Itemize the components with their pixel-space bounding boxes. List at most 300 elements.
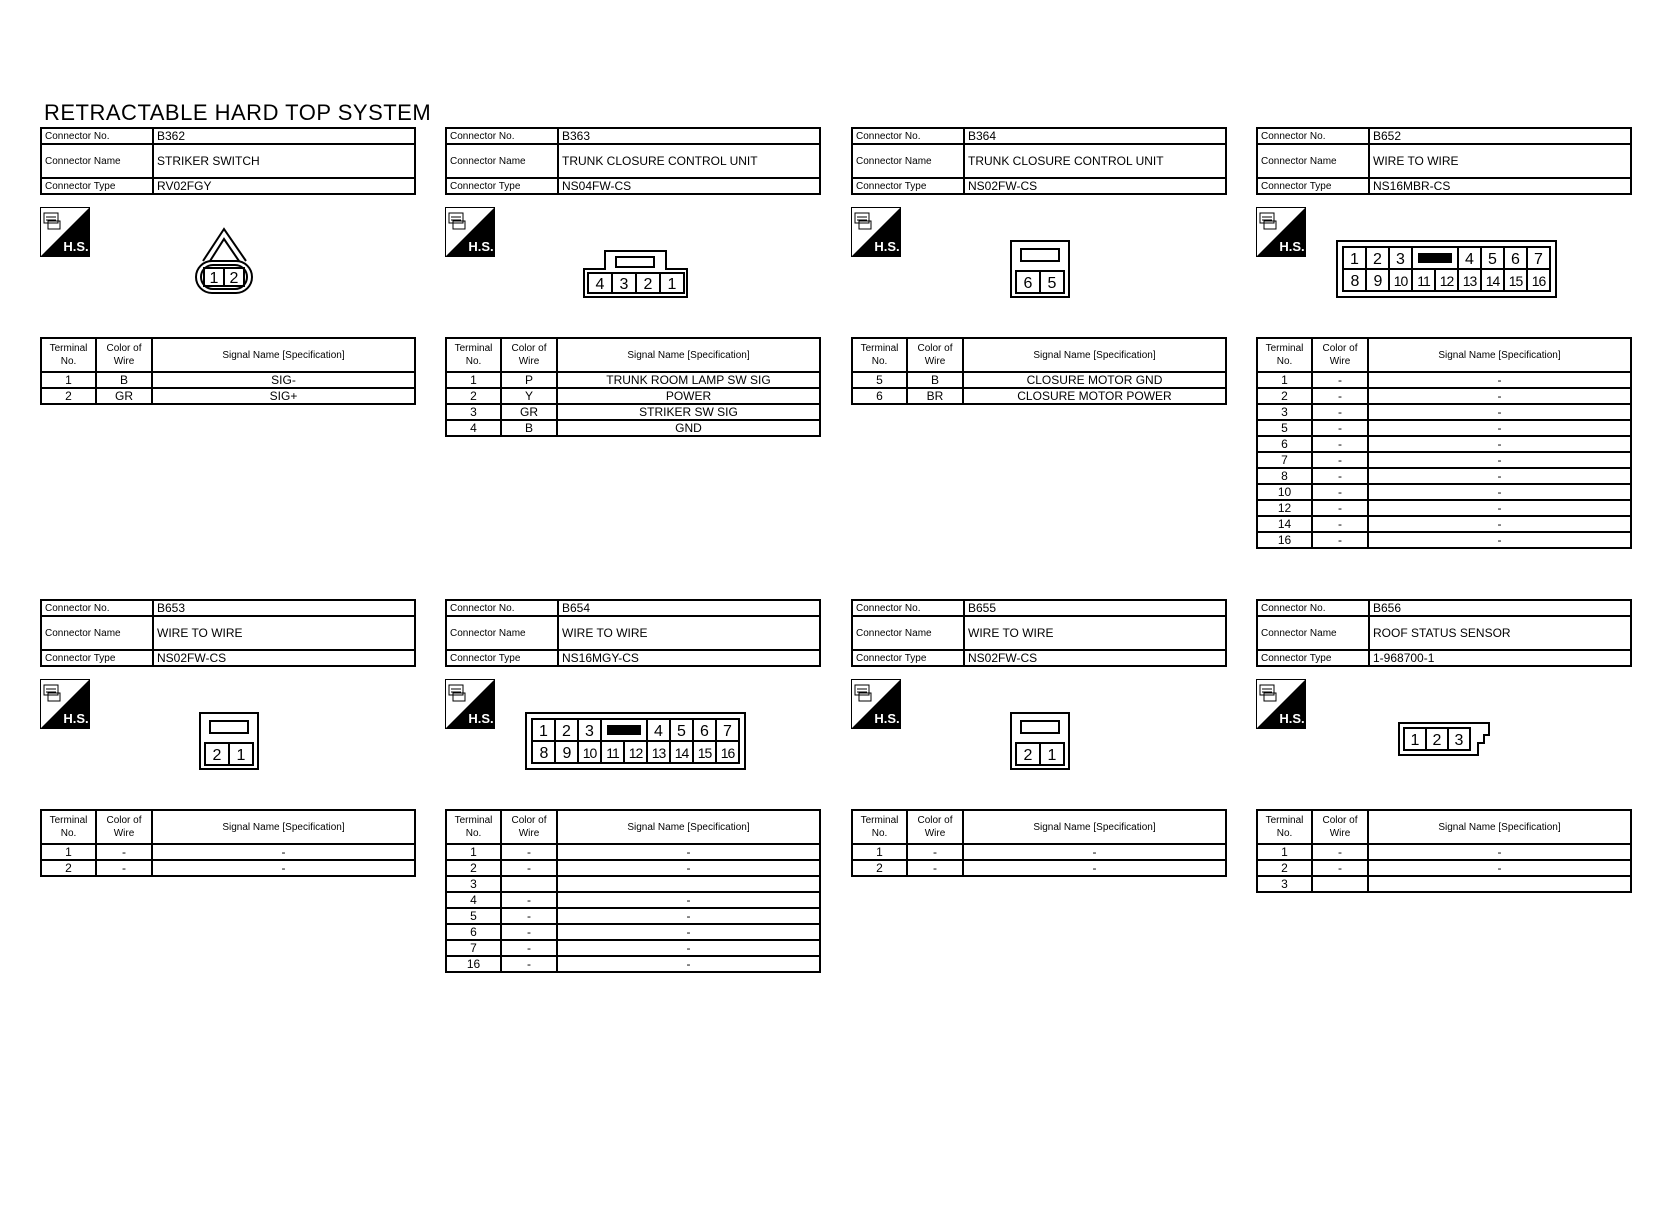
signal-header: Signal Name [Specification] bbox=[1368, 338, 1631, 372]
terminal-cell: 3 bbox=[446, 876, 501, 892]
color-cell: - bbox=[907, 844, 963, 860]
terminal-cell: 8 bbox=[1257, 468, 1312, 484]
header-text: Wire bbox=[924, 828, 946, 839]
header-text: No. bbox=[1276, 356, 1293, 367]
signal-cell: POWER bbox=[557, 388, 820, 404]
signal-cell: - bbox=[557, 956, 820, 972]
signal-cell: - bbox=[963, 860, 1226, 876]
signal-cell: - bbox=[1368, 532, 1631, 548]
color-header bbox=[1312, 810, 1368, 844]
signal-header: Signal Name [Specification] bbox=[963, 810, 1226, 844]
header-text: Color of bbox=[917, 343, 953, 354]
connector-type-label: Connector Type bbox=[41, 178, 153, 194]
signal-header: Signal Name [Specification] bbox=[1368, 810, 1631, 844]
terminal-table bbox=[1256, 337, 1632, 549]
terminal-cell: 12 bbox=[1257, 500, 1312, 516]
signal-cell: - bbox=[1368, 372, 1631, 388]
connector-no-value: B655 bbox=[964, 600, 1226, 616]
signal-cell: - bbox=[1368, 404, 1631, 420]
connector-b362 bbox=[40, 127, 416, 403]
hs-label: H.S. bbox=[63, 239, 89, 254]
table-row bbox=[446, 924, 820, 940]
signal-cell: - bbox=[1368, 844, 1631, 860]
pin-label: 5 bbox=[677, 723, 686, 740]
signal-cell: SIG+ bbox=[152, 388, 415, 404]
pin-label: 9 bbox=[1373, 273, 1382, 290]
color-cell: BR bbox=[907, 388, 963, 404]
color-cell: - bbox=[1312, 420, 1368, 436]
color-cell: - bbox=[501, 892, 557, 908]
signal-cell: - bbox=[557, 892, 820, 908]
connector-info-table bbox=[1256, 127, 1632, 195]
terminal-cell: 1 bbox=[852, 844, 907, 860]
pin-label: 16 bbox=[720, 745, 735, 761]
connector-name-label: Connector Name bbox=[852, 144, 964, 178]
connector-type-label: Connector Type bbox=[41, 650, 153, 666]
pin-label: 1 bbox=[209, 270, 219, 287]
color-cell: - bbox=[907, 860, 963, 876]
hs-label: H.S. bbox=[468, 711, 494, 726]
pin-label: 3 bbox=[1454, 732, 1464, 749]
terminal-cell: 2 bbox=[1257, 388, 1312, 404]
terminal-cell: 2 bbox=[852, 860, 907, 876]
table-row bbox=[1257, 844, 1631, 860]
connector-name-value: ROOF STATUS SENSOR bbox=[1369, 616, 1631, 650]
table-row bbox=[446, 876, 820, 892]
pin-label: 14 bbox=[674, 745, 689, 761]
connector-no-label: Connector No. bbox=[852, 128, 964, 144]
signal-cell bbox=[1368, 876, 1631, 892]
pin-label: 3 bbox=[585, 723, 594, 740]
table-row bbox=[852, 372, 1226, 388]
signal-cell: - bbox=[557, 860, 820, 876]
terminal-cell: 5 bbox=[1257, 420, 1312, 436]
hs-label: H.S. bbox=[1279, 711, 1305, 726]
connector-name-label: Connector Name bbox=[446, 144, 558, 178]
color-cell: B bbox=[907, 372, 963, 388]
color-cell: - bbox=[1312, 484, 1368, 500]
terminal-cell: 2 bbox=[446, 388, 501, 404]
header-text: Wire bbox=[518, 828, 540, 839]
color-cell: - bbox=[501, 908, 557, 924]
hs-label: H.S. bbox=[1279, 239, 1305, 254]
pin-label: 5 bbox=[1488, 251, 1497, 268]
table-row bbox=[1257, 452, 1631, 468]
pin-label: 16 bbox=[1531, 273, 1546, 289]
header-text: Terminal bbox=[454, 815, 493, 826]
signal-header: Signal Name [Specification] bbox=[152, 810, 415, 844]
terminal-cell: 7 bbox=[446, 940, 501, 956]
table-row bbox=[1257, 860, 1631, 876]
header-text: Wire bbox=[924, 356, 946, 367]
terminal-cell: 4 bbox=[446, 420, 501, 436]
color-header bbox=[96, 810, 152, 844]
color-cell: - bbox=[1312, 516, 1368, 532]
terminal-cell: 2 bbox=[446, 860, 501, 876]
header-text: Terminal bbox=[1265, 343, 1304, 354]
connector-name-label: Connector Name bbox=[1257, 616, 1369, 650]
color-cell: - bbox=[1312, 844, 1368, 860]
connector-name-label: Connector Name bbox=[446, 616, 558, 650]
connector-name-value: TRUNK CLOSURE CONTROL UNIT bbox=[558, 144, 820, 178]
terminal-table bbox=[40, 337, 416, 405]
pin-label: 11 bbox=[1417, 273, 1430, 289]
connector-type-label: Connector Type bbox=[852, 650, 964, 666]
connector-info-table bbox=[40, 127, 416, 195]
connector-face-diagram bbox=[851, 679, 1227, 799]
signal-cell: - bbox=[1368, 500, 1631, 516]
table-row bbox=[1257, 500, 1631, 516]
connector-name-value: STRIKER SWITCH bbox=[153, 144, 415, 178]
color-header bbox=[96, 338, 152, 372]
table-row bbox=[446, 940, 820, 956]
terminal-cell: 16 bbox=[446, 956, 501, 972]
terminal-cell: 1 bbox=[41, 844, 96, 860]
connector-type-value: 1-968700-1 bbox=[1369, 650, 1631, 666]
connector-type-label: Connector Type bbox=[1257, 650, 1369, 666]
terminal-no-header bbox=[852, 810, 907, 844]
table-row bbox=[446, 844, 820, 860]
pin-label: 3 bbox=[619, 276, 629, 293]
header-text: Terminal bbox=[860, 343, 899, 354]
connector-name-label: Connector Name bbox=[852, 616, 964, 650]
color-cell: B bbox=[96, 372, 152, 388]
table-row bbox=[446, 956, 820, 972]
header-text: Wire bbox=[518, 356, 540, 367]
signal-cell: - bbox=[557, 908, 820, 924]
table-row bbox=[446, 860, 820, 876]
color-header bbox=[907, 810, 963, 844]
connector-face-diagram bbox=[445, 679, 821, 799]
pin-label: 3 bbox=[1396, 251, 1405, 268]
header-text: No. bbox=[871, 828, 888, 839]
header-text: Color of bbox=[917, 815, 953, 826]
pin-label: 4 bbox=[654, 723, 663, 740]
header-text: Wire bbox=[113, 356, 135, 367]
color-cell bbox=[1312, 876, 1368, 892]
signal-cell: - bbox=[963, 844, 1226, 860]
connector-no-value: B654 bbox=[558, 600, 820, 616]
signal-cell: - bbox=[1368, 452, 1631, 468]
connector-face-diagram bbox=[851, 207, 1227, 327]
table-row bbox=[41, 388, 415, 404]
color-cell: - bbox=[1312, 436, 1368, 452]
table-row bbox=[852, 844, 1226, 860]
pin-label: 1 bbox=[1350, 251, 1359, 268]
pin-label: 13 bbox=[1462, 273, 1477, 289]
table-row bbox=[446, 908, 820, 924]
connector-info-table bbox=[445, 127, 821, 195]
color-cell: - bbox=[501, 924, 557, 940]
pin-label: 2 bbox=[643, 276, 653, 293]
header-text: Color of bbox=[1322, 815, 1358, 826]
pin-label: 6 bbox=[1023, 275, 1033, 292]
terminal-cell: 6 bbox=[1257, 436, 1312, 452]
signal-cell: - bbox=[557, 844, 820, 860]
signal-cell: - bbox=[1368, 388, 1631, 404]
color-cell: Y bbox=[501, 388, 557, 404]
hs-label: H.S. bbox=[874, 711, 900, 726]
terminal-cell: 1 bbox=[1257, 372, 1312, 388]
keyway-mark bbox=[607, 725, 641, 735]
terminal-cell: 5 bbox=[852, 372, 907, 388]
terminal-no-header bbox=[41, 338, 96, 372]
table-row bbox=[446, 404, 820, 420]
terminal-cell: 3 bbox=[1257, 876, 1312, 892]
connector-b655 bbox=[851, 599, 1227, 875]
pin-label: 2 bbox=[229, 270, 239, 287]
signal-cell bbox=[557, 876, 820, 892]
header-text: No. bbox=[465, 828, 482, 839]
connector-type-label: Connector Type bbox=[852, 178, 964, 194]
connector-no-value: B656 bbox=[1369, 600, 1631, 616]
header-text: Color of bbox=[511, 815, 547, 826]
color-cell: - bbox=[501, 940, 557, 956]
header-text: Wire bbox=[113, 828, 135, 839]
signal-cell: - bbox=[1368, 516, 1631, 532]
header-text: Color of bbox=[1322, 343, 1358, 354]
connector-no-label: Connector No. bbox=[41, 128, 153, 144]
terminal-cell: 2 bbox=[1257, 860, 1312, 876]
table-row bbox=[1257, 484, 1631, 500]
terminal-cell: 1 bbox=[41, 372, 96, 388]
connector-no-label: Connector No. bbox=[852, 600, 964, 616]
connector-type-value: NS02FW-CS bbox=[964, 650, 1226, 666]
color-cell: GR bbox=[501, 404, 557, 420]
connector-no-label: Connector No. bbox=[1257, 128, 1369, 144]
connector-info-table bbox=[851, 127, 1227, 195]
color-header bbox=[907, 338, 963, 372]
pin-label: 1 bbox=[667, 276, 677, 293]
header-text: No. bbox=[1276, 828, 1293, 839]
terminal-cell: 1 bbox=[446, 844, 501, 860]
table-row bbox=[1257, 404, 1631, 420]
header-text: Terminal bbox=[49, 343, 88, 354]
header-text: Wire bbox=[1329, 356, 1351, 367]
connector-info-table bbox=[445, 599, 821, 667]
connector-name-label: Connector Name bbox=[41, 144, 153, 178]
color-cell: - bbox=[501, 860, 557, 876]
connector-info-table bbox=[40, 599, 416, 667]
terminal-no-header bbox=[852, 338, 907, 372]
connector-name-value: WIRE TO WIRE bbox=[558, 616, 820, 650]
connector-type-value: NS16MBR-CS bbox=[1369, 178, 1631, 194]
header-text: No. bbox=[60, 356, 77, 367]
pin-label: 9 bbox=[562, 745, 571, 762]
terminal-cell: 3 bbox=[446, 404, 501, 420]
table-row bbox=[446, 388, 820, 404]
color-header bbox=[501, 810, 557, 844]
signal-cell: - bbox=[1368, 860, 1631, 876]
signal-cell: SIG- bbox=[152, 372, 415, 388]
pin-label: 2 bbox=[562, 723, 571, 740]
terminal-table bbox=[445, 337, 821, 437]
pin-label: 1 bbox=[1047, 747, 1057, 764]
color-cell: - bbox=[1312, 532, 1368, 548]
connector-type-value: RV02FGY bbox=[153, 178, 415, 194]
connector-b653 bbox=[40, 599, 416, 875]
hs-label: H.S. bbox=[874, 239, 900, 254]
terminal-table bbox=[40, 809, 416, 877]
connector-info-table bbox=[851, 599, 1227, 667]
terminal-cell: 14 bbox=[1257, 516, 1312, 532]
terminal-cell: 10 bbox=[1257, 484, 1312, 500]
connector-no-value: B652 bbox=[1369, 128, 1631, 144]
connector-type-value: NS16MGY-CS bbox=[558, 650, 820, 666]
signal-cell: - bbox=[557, 924, 820, 940]
table-row bbox=[446, 892, 820, 908]
terminal-cell: 6 bbox=[446, 924, 501, 940]
signal-cell: - bbox=[557, 940, 820, 956]
table-row bbox=[1257, 468, 1631, 484]
pin-label: 12 bbox=[628, 745, 643, 761]
pin-label: 2 bbox=[212, 747, 222, 764]
pin-label: 6 bbox=[700, 723, 709, 740]
signal-header: Signal Name [Specification] bbox=[557, 338, 820, 372]
pin-label: 7 bbox=[1534, 251, 1543, 268]
color-cell: - bbox=[1312, 500, 1368, 516]
terminal-cell: 1 bbox=[1257, 844, 1312, 860]
table-row bbox=[1257, 876, 1631, 892]
signal-cell: - bbox=[1368, 484, 1631, 500]
color-cell: - bbox=[1312, 388, 1368, 404]
pin-label: 2 bbox=[1023, 747, 1033, 764]
connector-no-label: Connector No. bbox=[41, 600, 153, 616]
connector-no-label: Connector No. bbox=[446, 128, 558, 144]
terminal-cell: 3 bbox=[1257, 404, 1312, 420]
pin-label: 2 bbox=[1432, 732, 1442, 749]
color-cell: - bbox=[1312, 468, 1368, 484]
pin-label: 15 bbox=[1508, 273, 1523, 289]
header-text: No. bbox=[60, 828, 77, 839]
signal-header: Signal Name [Specification] bbox=[557, 810, 820, 844]
hs-label: H.S. bbox=[63, 711, 89, 726]
header-text: Terminal bbox=[454, 343, 493, 354]
table-row bbox=[1257, 420, 1631, 436]
connector-face-diagram bbox=[445, 207, 821, 327]
pin-label: 7 bbox=[723, 723, 732, 740]
header-text: Terminal bbox=[49, 815, 88, 826]
keyway-mark bbox=[1418, 253, 1452, 263]
terminal-cell: 16 bbox=[1257, 532, 1312, 548]
table-row bbox=[41, 844, 415, 860]
signal-header: Signal Name [Specification] bbox=[963, 338, 1226, 372]
connector-type-label: Connector Type bbox=[446, 178, 558, 194]
table-row bbox=[852, 388, 1226, 404]
connector-b652 bbox=[1256, 127, 1632, 547]
pin-label: 4 bbox=[595, 276, 605, 293]
connector-b654 bbox=[445, 599, 821, 971]
table-row bbox=[1257, 436, 1631, 452]
signal-cell: - bbox=[1368, 420, 1631, 436]
terminal-no-header bbox=[446, 810, 501, 844]
table-row bbox=[1257, 532, 1631, 548]
color-cell: - bbox=[1312, 404, 1368, 420]
pin-label: 1 bbox=[1410, 732, 1420, 749]
table-row bbox=[1257, 388, 1631, 404]
signal-cell: CLOSURE MOTOR POWER bbox=[963, 388, 1226, 404]
connector-no-value: B653 bbox=[153, 600, 415, 616]
pin-label: 8 bbox=[539, 745, 548, 762]
pin-label: 4 bbox=[1465, 251, 1474, 268]
table-row bbox=[41, 372, 415, 388]
pin-label: 12 bbox=[1439, 273, 1454, 289]
connector-face-diagram bbox=[40, 207, 416, 327]
pin-label: 10 bbox=[1393, 273, 1408, 289]
terminal-table bbox=[851, 809, 1227, 877]
hs-label: H.S. bbox=[468, 239, 494, 254]
terminal-no-header bbox=[1257, 338, 1312, 372]
signal-cell: STRIKER SW SIG bbox=[557, 404, 820, 420]
connector-name-label: Connector Name bbox=[41, 616, 153, 650]
signal-cell: - bbox=[152, 844, 415, 860]
header-text: Color of bbox=[106, 815, 142, 826]
connector-name-value: WIRE TO WIRE bbox=[964, 616, 1226, 650]
connector-b656 bbox=[1256, 599, 1632, 891]
color-cell: - bbox=[96, 844, 152, 860]
connector-b364 bbox=[851, 127, 1227, 403]
pin-label: 10 bbox=[582, 745, 597, 761]
color-cell: - bbox=[1312, 372, 1368, 388]
connector-type-value: NS02FW-CS bbox=[153, 650, 415, 666]
pin-label: 2 bbox=[1373, 251, 1382, 268]
connector-type-label: Connector Type bbox=[1257, 178, 1369, 194]
connector-name-value: WIRE TO WIRE bbox=[153, 616, 415, 650]
color-cell: - bbox=[501, 844, 557, 860]
connector-type-label: Connector Type bbox=[446, 650, 558, 666]
table-row bbox=[41, 860, 415, 876]
pin-label: 8 bbox=[1350, 273, 1359, 290]
connector-face-diagram bbox=[40, 679, 416, 799]
pin-label: 1 bbox=[539, 723, 548, 740]
pin-label: 14 bbox=[1485, 273, 1500, 289]
connector-name-value: TRUNK CLOSURE CONTROL UNIT bbox=[964, 144, 1226, 178]
table-row bbox=[1257, 516, 1631, 532]
pin-label: 5 bbox=[1047, 275, 1057, 292]
color-cell: - bbox=[96, 860, 152, 876]
terminal-cell: 2 bbox=[41, 388, 96, 404]
connector-type-value: NS02FW-CS bbox=[964, 178, 1226, 194]
signal-header: Signal Name [Specification] bbox=[152, 338, 415, 372]
connector-no-value: B362 bbox=[153, 128, 415, 144]
connector-no-value: B364 bbox=[964, 128, 1226, 144]
connector-no-label: Connector No. bbox=[1257, 600, 1369, 616]
color-cell: B bbox=[501, 420, 557, 436]
table-row bbox=[446, 372, 820, 388]
terminal-cell: 6 bbox=[852, 388, 907, 404]
color-header bbox=[501, 338, 557, 372]
terminal-table bbox=[851, 337, 1227, 405]
terminal-cell: 7 bbox=[1257, 452, 1312, 468]
header-text: Color of bbox=[106, 343, 142, 354]
terminal-no-header bbox=[1257, 810, 1312, 844]
connector-name-value: WIRE TO WIRE bbox=[1369, 144, 1631, 178]
pin-label: 11 bbox=[606, 745, 619, 761]
signal-cell: - bbox=[152, 860, 415, 876]
connector-no-label: Connector No. bbox=[446, 600, 558, 616]
signal-cell: TRUNK ROOM LAMP SW SIG bbox=[557, 372, 820, 388]
connector-name-label: Connector Name bbox=[1257, 144, 1369, 178]
terminal-no-header bbox=[446, 338, 501, 372]
header-text: No. bbox=[871, 356, 888, 367]
header-text: No. bbox=[465, 356, 482, 367]
signal-cell: - bbox=[1368, 468, 1631, 484]
pin-label: 6 bbox=[1511, 251, 1520, 268]
pin-label: 15 bbox=[697, 745, 712, 761]
terminal-cell: 4 bbox=[446, 892, 501, 908]
table-row bbox=[852, 860, 1226, 876]
color-cell: - bbox=[501, 956, 557, 972]
